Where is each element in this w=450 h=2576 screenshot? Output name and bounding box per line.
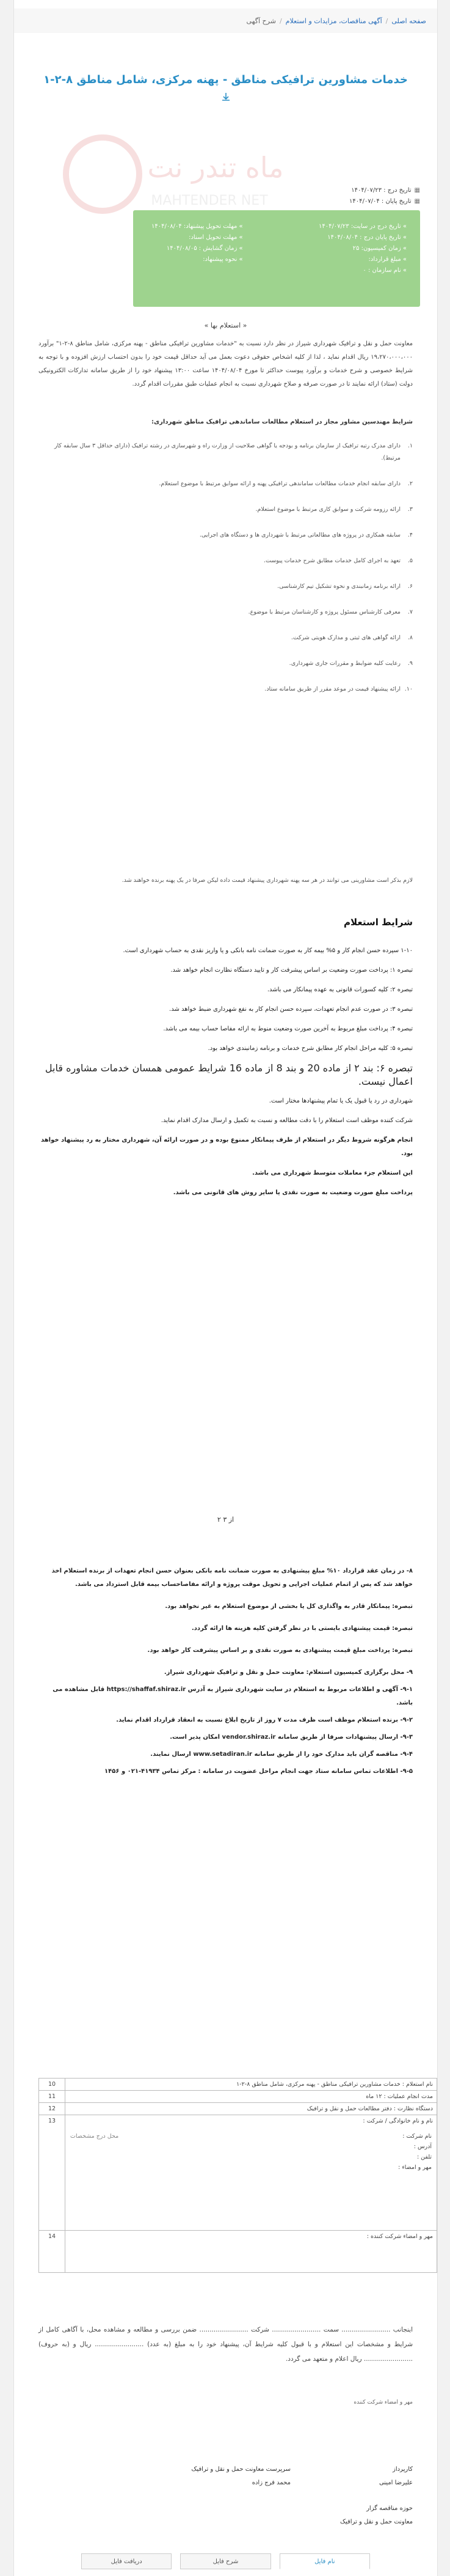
signature-title: کارپرداز [393,2466,413,2473]
table-row [39,2091,437,2103]
breadcrumb-current: شرح آگهی [246,17,276,25]
row-number: 14 [39,2231,65,2273]
breadcrumb-separator: / [385,17,388,25]
condition-item: ۹-۳- ارسال پیشنهادات صرفا از طریق سامانه vendor.shiraz.ir امکان پذیر است. [170,1734,413,1741]
condition-item: شهرداری در رد یا قبول یک یا تمام پیشنهادها مختار است. [269,1098,413,1104]
condition-item: ۹-۱- آگهی و اطلاعات مربوط به استعلام در سایت شهرداری شیراز به آدرس https://shaffaf.shiraz.ir قابل مشاهده می باشد. [53,1686,413,1706]
form-table [38,2078,437,2273]
info-item: » مهلت تحویل پیشنهاد: ۱۴۰۴/۰۸/۰۴ [151,223,243,230]
list-item: ۲. دارای سابقه انجام خدمات مطالعات ساماندهی ترافیکی پهنه و ارائه سوابق مرتبط با موضوع استعلام. [159,480,413,487]
condition-item: ۹-۲- برنده استعلام موظف است ظرف مدت ۷ روز از تاریخ ابلاغ نسبت به انعقاد قرارداد اقدام نماید. [116,1717,413,1723]
info-item: » تاریخ پایان درج : ۱۴۰۴/۰۸/۰۴ [327,234,407,241]
condition-item: شرکت کننده موظف است استعلام را با دقت مطالعه و نسبت به تکمیل و ارسال مدارک اقدام نماید. [161,1117,413,1124]
breadcrumb-tenders[interactable]: آگهی مناقصات، مزایدات و استعلام [285,17,382,25]
file-tabs [81,2553,370,2569]
note-paragraph: لازم بذکر است مشاورینی می توانند در هر سه پهنه شهرداری پیشنهاد قیمت داده لیکن صرفا در یک پهنه برنده خواهند شد. [122,877,413,884]
table-row [39,2231,437,2273]
info-item: » زمان گشایش : ۱۴۰۴/۰۸/۰۵ [166,245,243,252]
list-item: ۶. ارائه برنامه زمانبندی و نحوه تشکیل تیم کارشناسی. [277,583,413,590]
sub-label: نام شرکت : [402,2133,432,2140]
condition-item: ۸- در زمان عقد قرارداد ۱۰% مبلغ پیشنهادی به صورت ضمانت نامه بانکی بعنوان حسن انجام تعهدات از برنده استعلام اخذ خواهد شد که پس از اتمام عملیات اجرایی و تحویل موقت پروژه و ارائه مفاصاحساب بیمه قابل استرداد می باشد. [51,1568,413,1588]
calendar-icon: ▦ [414,198,420,205]
tab-file-download[interactable]: دریافت فایل [81,2553,172,2569]
row-number: 13 [39,2115,65,2231]
footer-note: مهر و امضاء شرکت کننده [354,2399,413,2405]
info-item: » مهلت تحویل اسناد: [189,234,243,241]
condition-item: تبصره: قیمت پیشنهادی بایستی با در نظر گرفتن کلیه هزینه ها ارائه گردد. [192,1625,413,1632]
info-item: » زمان کمیسیون: ۲۵ [352,245,407,252]
list-item: ۹. رعایت کلیه ضوابط و مقررات جاری شهرداری. [289,660,413,667]
page-container [13,0,438,2576]
info-item: » مبلغ قرارداد: [368,256,407,263]
condition-item: ۱-۱۰ سپرده حسن انجام کار و ۵% بیمه کار به صورت ضمانت نامه بانکی و یا واریز نقدی به حساب شهرداری است. [123,947,413,954]
condition-item: ۹-۵- اطلاعات تماس سامانه ستاد جهت انجام مراحل عضویت در سامانه : مرکز تماس ۴۱۹۳۴-۰۲۱ و ۱۴۵۶ [104,1768,413,1775]
signature-column [379,2463,413,2490]
meta-info: ▦تاریخ درج : ۱۴۰۴/۰۷/۲۳ ▦تاریخ پایان : ۱۴۰۴/۰۷/۰۴ [349,187,420,205]
page-number: از ۳ ۲ [217,1516,234,1524]
conditions-list-2 [38,1565,413,1778]
row-number: 10 [39,2079,65,2091]
info-box [133,210,420,307]
condition-item: تبصره ۱: پرداخت صورت وضعیت بر اساس پیشرفت کار و تایید دستگاه نظارت انجام خواهد شد. [170,967,413,974]
list-item: ۷. معرفی کارشناس مسئول پروژه و کارشناسان مرتبط با موضوع. [248,609,413,615]
list-item: ۸. ارائه گواهی های ثبتی و مدارک هویتی شرکت. [291,634,413,641]
info-column-right [319,221,407,276]
info-item: » نحوه پیشنهاد: [203,256,243,263]
watermark-brand: ماه تندر نت [147,151,284,184]
signature-block [38,2463,413,2525]
table-cell-label: نام و نام خانوادگی / شرکت : [363,2118,433,2124]
requirements-list [45,440,413,695]
table-cell [65,2115,437,2231]
signature-column [191,2463,291,2490]
watermark-latin: MAHTENDER NET [151,193,268,208]
condition-item: تبصره: پیمانکار قادر به واگذاری کل یا بخشی از موضوع استعلام به غیر نخواهد بود. [165,1603,413,1610]
condition-item: انجام هرگونه شروط دیگر در استعلام از طرف پیمانکار ممنوع بوده و در صورت ارائه آن، شهرداری مختار به رد پیشنهاد خواهد بود. [40,1137,413,1157]
list-item: ۳. ارائه رزومه شرکت و سوابق کاری مرتبط با موضوع استعلام. [255,506,413,513]
condition-item: این استعلام جزء معاملات متوسط شهرداری می باشد. [252,1170,413,1176]
table-cell: مدت انجام عملیات : ۱۲ ماه [65,2091,437,2103]
info-item: » تاریخ درج در سایت: ۱۴۰۴/۰۷/۲۳ [318,223,407,230]
condition-item: تبصره ۶: بند ۲ از ماده 20 و بند 8 از ماده 16 شرایط عمومی همسان خدمات مشاوره قابل اعمال نیست. [45,1062,413,1087]
table-row [39,2079,437,2091]
side-note: محل درج مشخصات [70,2133,119,2140]
condition-item: ۹-۴- مناقصه گران باید مدارک خود را از طریق سامانه www.setadiran.ir ارسال نمایند. [150,1751,413,1758]
sub-table [69,2130,433,2173]
table-cell: نام استعلام : خدمات مشاورین ترافیکی مناطق - پهنه مرکزی، شامل مناطق ۸-۲-۱ [65,2079,437,2091]
condition-item: تبصره ۳: در صورت عدم انجام تعهدات، سپرده حسن انجام کار به نفع شهرداری ضبط خواهد شد. [169,1006,413,1013]
signature-name: معاونت حمل و نقل و ترافیک [340,2519,413,2525]
tab-file-name[interactable]: نام فایل [280,2553,370,2569]
tab-file-description[interactable]: شرح فایل [180,2553,270,2569]
list-item: ۱. دارای مدرک رتبه ترافیک از سازمان برنامه و بودجه یا گواهی صلاحیت از وزارت راه و شهرسازی در رشته ترافیک (دارای حداقل ۳ سال سابقه کار مرتبط). [54,442,413,461]
signature-column [340,2502,413,2529]
conditions-list [38,944,413,1200]
list-item: ۴. سابقه همکاری در پروژه های مطالعاتی مرتبط با شهرداری ها و دستگاه های اجرایی. [199,532,413,538]
footer-paragraph: اینجانب ........................ سمت ........................ شرکت ........................ ضمن بررسی و مطالعه و مشاهده محل، با آگاهی کامل از شرایط و مشخصات این استعلام و با قبول کلیه شرایط آن، پیشنهاد خود را به مبلغ (به عدد) ........................ ریال و (به حروف) ........................ ریال اعلام و متعهد می گردد. [38,2326,413,2363]
condition-item: تبصره ۲: کلیه کسورات قانونی به عهده پیمانکار می باشد. [267,986,413,993]
breadcrumb-home[interactable]: صفحه اصلی [391,17,426,25]
breadcrumb [14,9,437,33]
info-item: » نام سازمان : ۰ [363,267,407,274]
intro-heading: « استعلام بها » [204,321,247,329]
conditions-heading: شرایط استعلام [343,917,413,928]
table-row [39,2115,437,2231]
condition-item: ۹- محل برگزاری کمیسیون استعلام: معاونت حمل و نقل و ترافیک شهرداری شیراز. [164,1669,413,1676]
condition-item: تبصره: پرداخت مبلغ قیمت پیشنهادی به صورت نقدی و بر اساس پیشرفت کار خواهد بود. [147,1647,413,1654]
page-title: خدمات مشاورین ترافیکی مناطق - پهنه مرکزی، شامل مناطق ۸-۲-۱ [43,73,408,86]
condition-item: پرداخت مبلغ صورت وضعیت به صورت نقدی یا سایر روش های قانونی می باشد. [173,1189,413,1196]
table-cell: مهر و امضاء شرکت کننده : [65,2231,437,2273]
condition-item: تبصره ۴: پرداخت مبلغ مربوط به آخرین صورت وضعیت منوط به ارائه مفاصا حساب بیمه می باشد. [163,1026,413,1032]
download-icon[interactable] [220,91,232,103]
signature-title: حوزه مناقصه گزار [366,2505,413,2512]
breadcrumb-separator: / [279,17,282,25]
sub-label: آدرس : [413,2143,432,2150]
intro-paragraph: معاونت حمل و نقل و ترافیک شهرداری شیراز در نظر دارد نسبت به "خدمات مشاورین ترافیکی مناطق - پهنه مرکزی، شامل مناطق ۸-۲-۱" برآورد ۱۹،۲۷۰،۰۰۰،۰۰۰ ریال اقدام نماید ، لذا از کلیه اشخاص حقوقی دعوت بعمل می آید حداقل قیمت خود را بدون احتساب ارزش افزوده و با توجه به شرایط خصوصی و شرح خدمات و برآورد پیوست حداکثر تا مورخ ۱۴۰۴/۰۸/۰۴ ساعت ۱۳:۰۰ پیشنهاد خود را از طریق سامانه تدارکات الکترونیکی دولت (ستاد) ارائه نمایند تا در صورت صرفه و صلاح شهرداری نسبت به انجام عملیات طبق مقررات اقدام گردد. [38,340,413,387]
deadline-label: تاریخ پایان [385,198,412,205]
condition-item: تبصره ۵: کلیه مراحل انجام کار مطابق شرح خدمات و برنامه زمانبندی خواهد بود. [208,1045,413,1052]
requirements-heading: شرایط مهندسین مشاور مجاز در استعلام مطالعات ساماندهی ترافیک مناطق شهرداری: [151,419,413,425]
signature-name: محمد فرج زاده [252,2479,291,2486]
calendar-icon: ▦ [414,187,420,194]
sub-label: تلفن : [416,2154,432,2160]
insert-date: ۱۴۰۴/۰۷/۲۳ [351,187,382,194]
table-row [39,2103,437,2115]
info-column-left [151,221,243,265]
list-item: ۱۰. ارائه پیشنهاد قیمت در موعد مقرر از طریق سامانه ستاد. [264,686,413,692]
row-number: 12 [39,2103,65,2115]
sub-label: مهر و امضاء : [398,2164,432,2171]
row-number: 11 [39,2091,65,2103]
table-cell: دستگاه نظارت : دفتر مطالعات حمل و نقل و ترافیک [65,2103,437,2115]
deadline-date: ۱۴۰۴/۰۷/۰۴ [349,198,380,205]
list-item: ۵. تعهد به اجرای کامل خدمات مطابق شرح خدمات پیوست. [264,557,413,564]
signature-title: سرپرست معاونت حمل و نقل و ترافیک [191,2466,291,2473]
insert-label: تاریخ درج [387,187,412,194]
signature-name: علیرضا امینی [379,2479,413,2486]
